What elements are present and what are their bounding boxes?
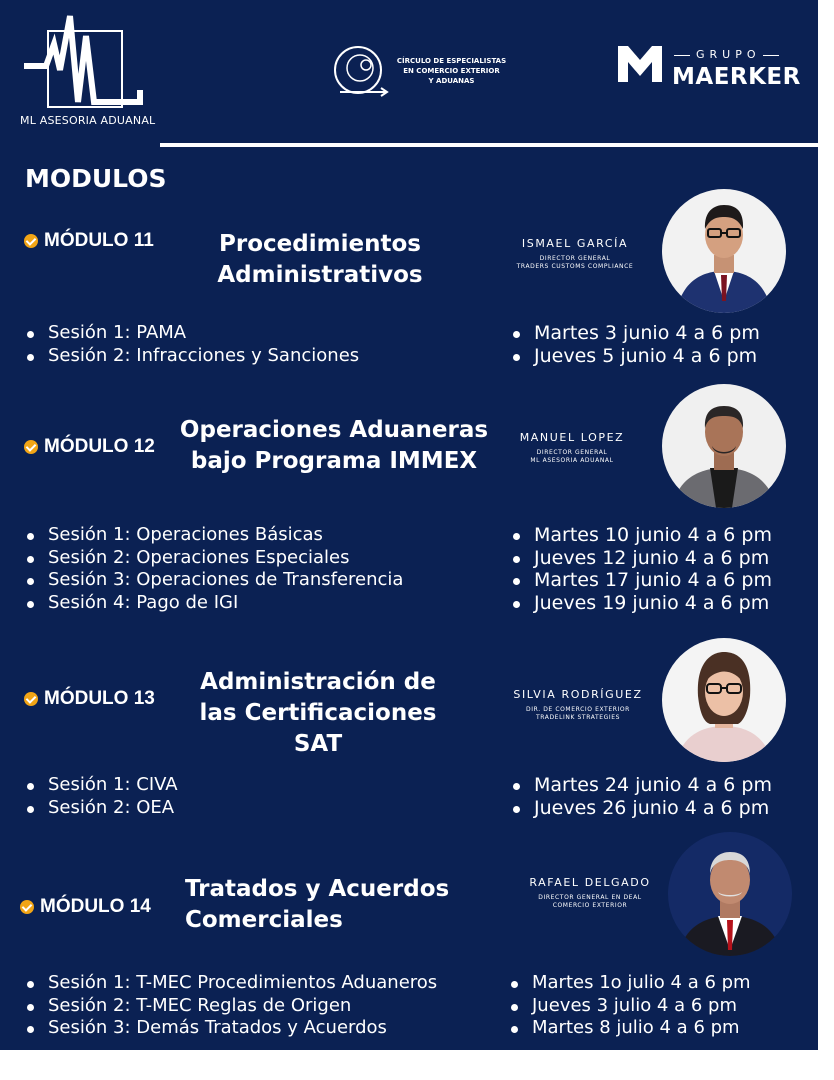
person-portrait-icon [662,638,786,762]
grupo-label: GRUPO [674,48,779,61]
maerker-label: MAERKER [672,64,801,90]
module-12-speaker: MANUEL LOPEZ DIRECTOR GENERAL ML ASESORIA ADUANAL [519,431,625,464]
module-13-dates [510,774,772,819]
list-item: Sesión 2: Infracciones y Sanciones [24,345,359,368]
ml-asesoria-logo [20,14,156,134]
circulo-logo-text: CÍRCULO DE ESPECIALISTAS EN COMERCIO EXTERIOR Y ADUANAS [396,57,507,85]
speaker-photo-rafael [668,832,792,956]
speaker-photo-manuel [662,384,786,508]
list-item: Martes 24 junio 4 a 6 pm [510,774,772,797]
list-item: Sesión 3: Operaciones de Transferencia [24,569,403,592]
module-13-title: Administración de las Certificaciones SAT [199,669,437,757]
module-11-title: Procedimientos Administrativos [217,231,423,288]
list-item: Sesión 3: Demás Tratados y Acuerdos [24,1017,437,1040]
check-badge-icon [24,234,38,248]
list-item: Jueves 3 julio 4 a 6 pm [508,995,751,1018]
module-11-sessions [24,322,359,367]
module-12-label: MÓDULO 12 [24,436,155,458]
list-item: Sesión 1: PAMA [24,322,359,345]
check-badge-icon [24,692,38,706]
person-portrait-icon [662,189,786,313]
circulo-especialistas-logo [332,44,517,100]
module-14-sessions [24,972,437,1040]
circle-swirl-icon [332,44,390,100]
ml-monogram-icon [20,14,150,112]
list-item: Sesión 4: Pago de IGI [24,592,403,615]
ml-logo-caption: ML ASESORIA ADUANAL [20,114,156,127]
module-13-label: MÓDULO 13 [24,688,155,710]
person-portrait-icon [662,384,786,508]
list-item: Sesión 2: OEA [24,797,178,820]
module-13-sessions [24,774,178,819]
list-item: Jueves 19 junio 4 a 6 pm [510,592,772,615]
list-item: Sesión 1: CIVA [24,774,178,797]
list-item: Sesión 1: Operaciones Básicas [24,524,403,547]
module-14-title: Tratados y Acuerdos Comerciales [185,876,450,933]
grupo-maerker-logo [616,42,816,90]
list-item: Jueves 5 junio 4 a 6 pm [510,345,760,368]
speaker-photo-silvia [662,638,786,762]
list-item: Sesión 2: Operaciones Especiales [24,547,403,570]
list-item: Martes 3 junio 4 a 6 pm [510,322,760,345]
list-item: Martes 17 junio 4 a 6 pm [510,569,772,592]
list-item: Sesión 1: T-MEC Procedimientos Aduaneros [24,972,437,995]
check-badge-icon [24,440,38,454]
list-item: Sesión 2: T-MEC Reglas de Origen [24,995,437,1018]
speaker-photo-ismael [662,189,786,313]
person-portrait-icon [668,832,792,956]
module-11-dates [510,322,760,367]
module-14-speaker: RAFAEL DELGADO DIRECTOR GENERAL EN DEAL COMERCIO EXTERIOR [529,876,651,909]
module-13-speaker: SILVIA RODRÍGUEZ DIR. DE COMERCIO EXTERIOR TRADELINK STRATEGIES [513,688,643,721]
module-14-label: MÓDULO 14 [20,896,151,918]
module-12-sessions [24,524,403,614]
module-14-dates [508,972,751,1040]
module-11-label: MÓDULO 11 [24,230,154,252]
list-item: Jueves 26 junio 4 a 6 pm [510,797,772,820]
maerker-emblem-icon [616,42,664,86]
list-item: Martes 8 julio 4 a 6 pm [508,1017,751,1040]
module-12-title: Operaciones Aduaneras bajo Programa IMMEX [179,417,489,474]
list-item: Martes 10 junio 4 a 6 pm [510,524,772,547]
check-badge-icon [20,900,34,914]
header-divider [160,143,834,147]
list-item: Jueves 12 junio 4 a 6 pm [510,547,772,570]
section-title: MODULOS [25,164,167,193]
list-item: Martes 1o julio 4 a 6 pm [508,972,751,995]
module-12-dates [510,524,772,614]
module-11-speaker: ISMAEL GARCÍA DIRECTOR GENERAL TRADERS CUSTOMS COMPLIANCE [516,237,634,270]
